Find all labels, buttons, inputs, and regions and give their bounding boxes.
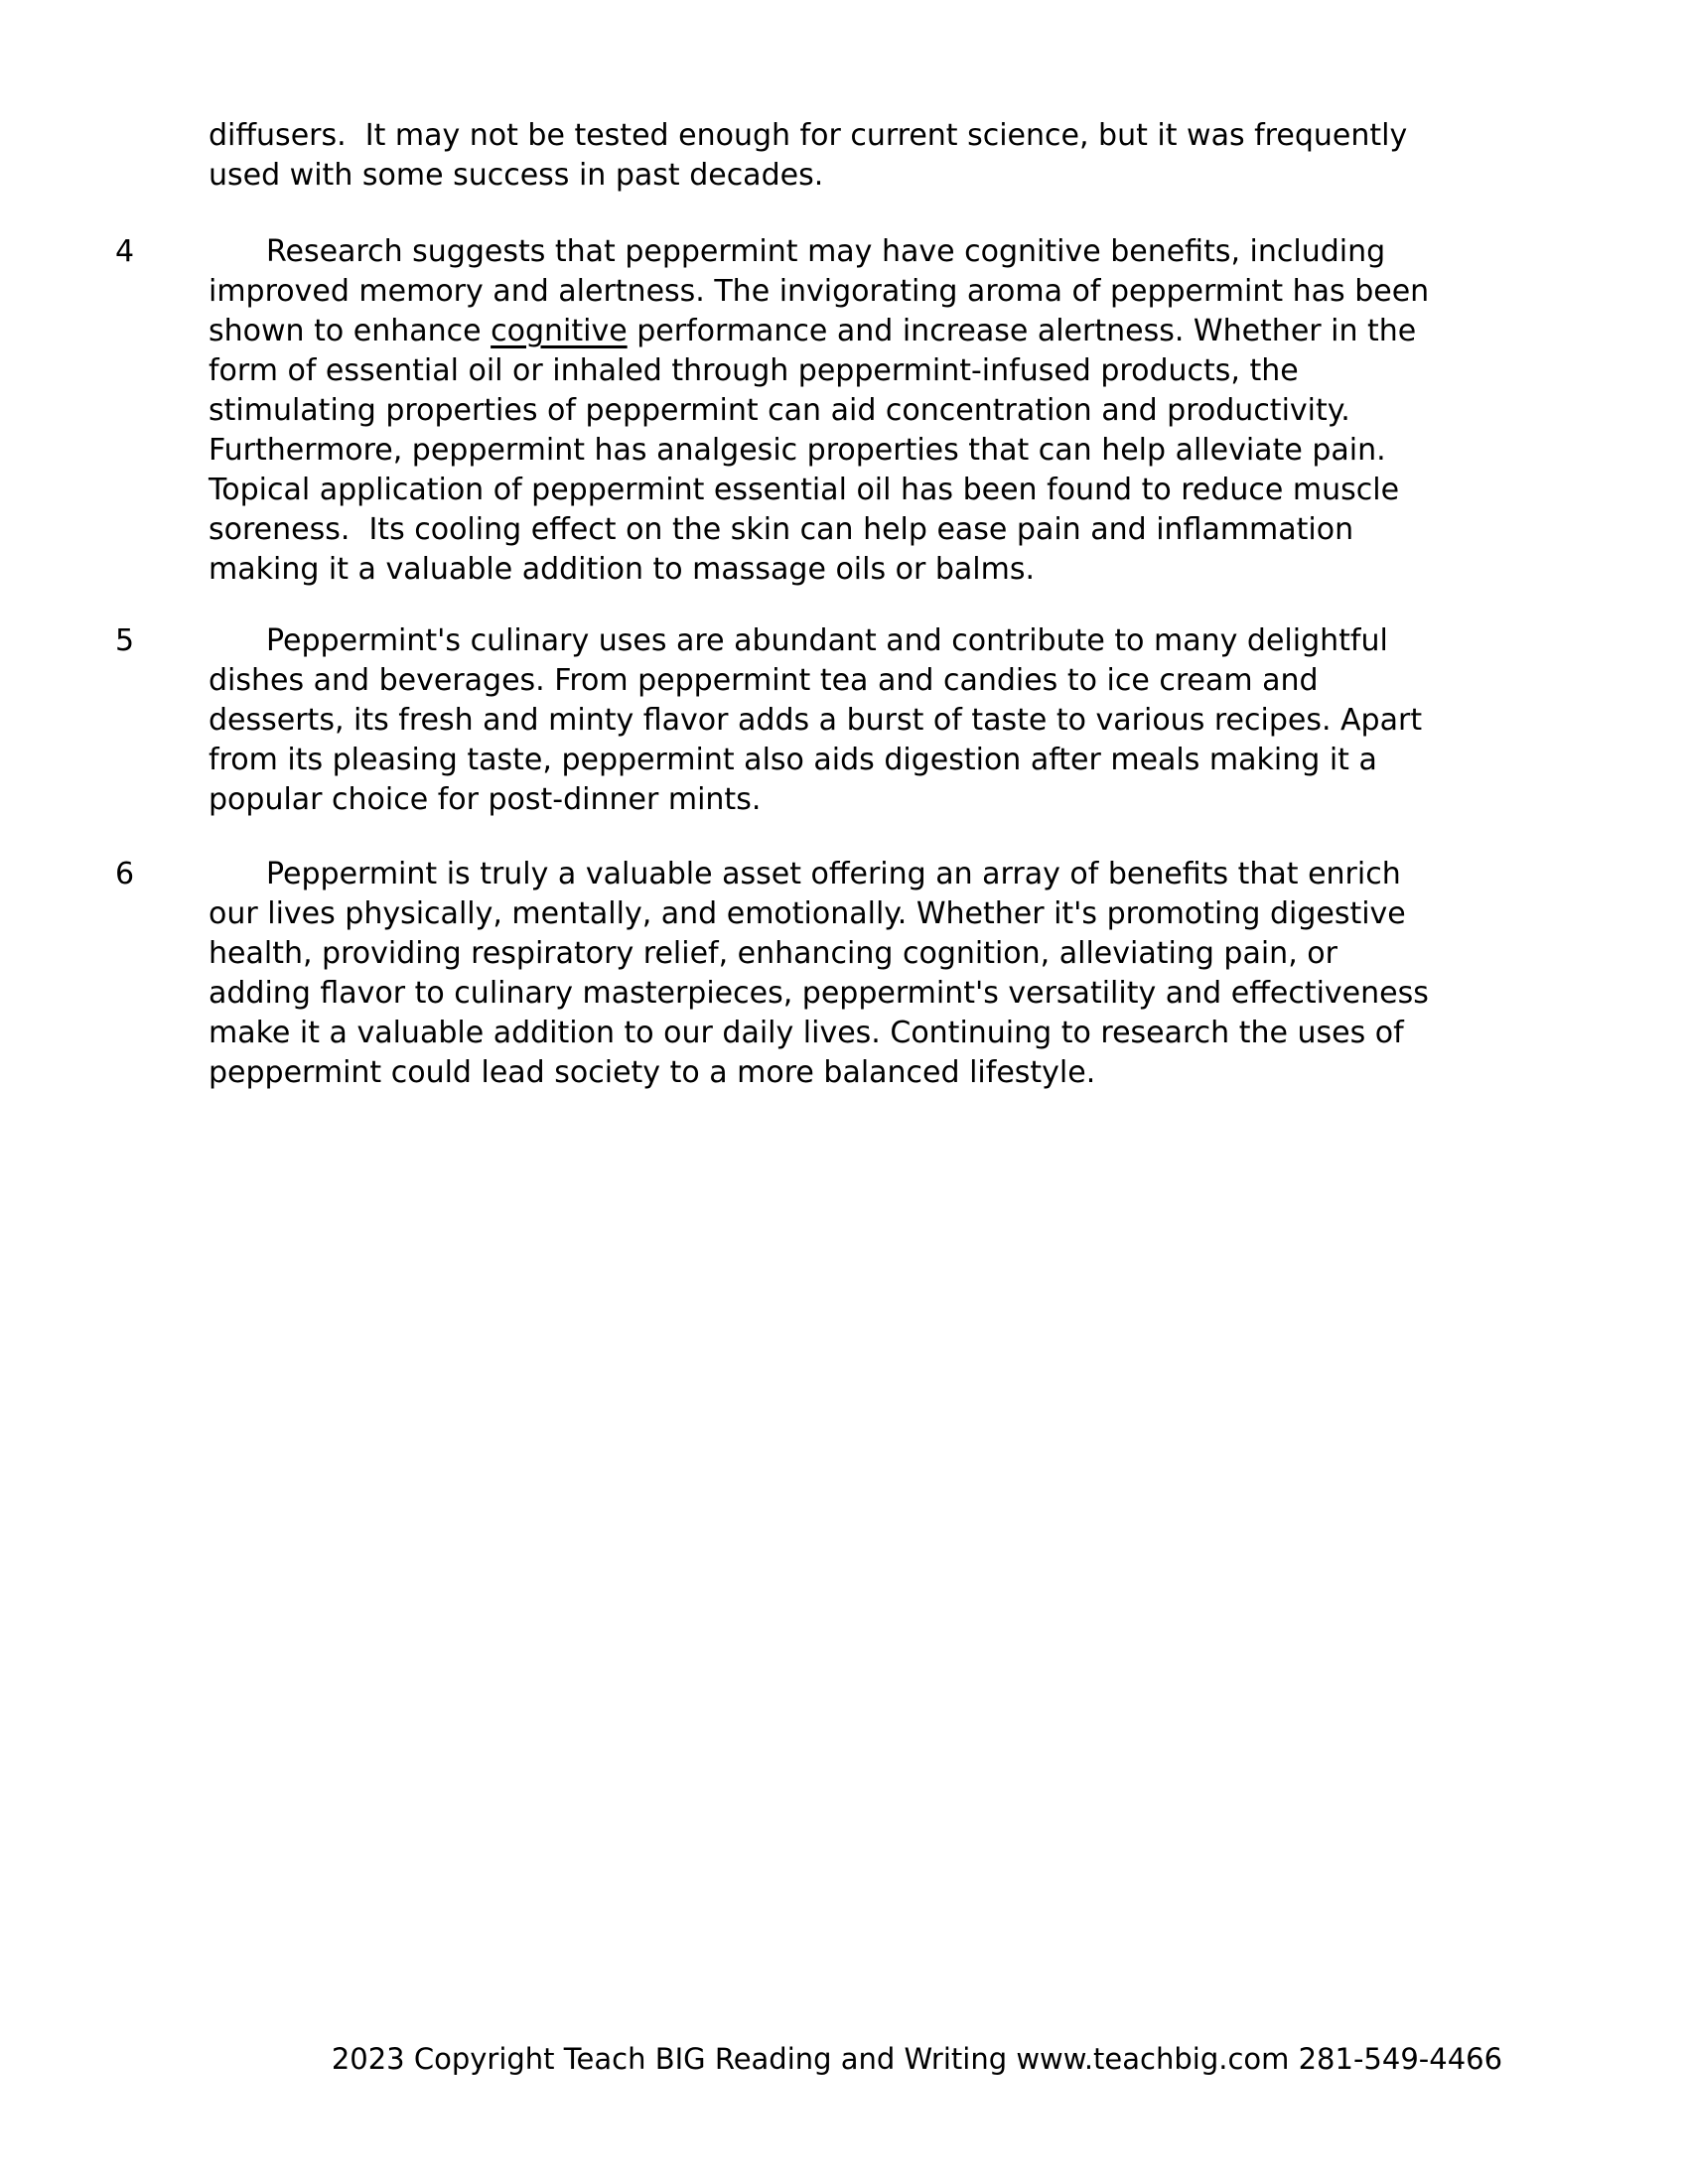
text-line: Peppermint is truly a valuable asset offering an array of benefits that enrich xyxy=(266,857,1401,891)
underlined-word-cognitive: cognitive xyxy=(491,314,628,348)
text-line: adding flavor to culinary masterpieces, peppermint's versatility and effectiveness xyxy=(209,976,1429,1011)
text-line: making it a valuable addition to massage oils or balms. xyxy=(209,552,1036,587)
text-line: our lives physically, mentally, and emotionally. Whether it's promoting digestive xyxy=(209,896,1406,931)
text-line: popular choice for post-dinner mints. xyxy=(209,782,762,817)
text-line: peppermint could lead society to a more balanced lifestyle. xyxy=(209,1055,1096,1090)
text-line: Peppermint's culinary uses are abundant and contribute to many delightful xyxy=(266,623,1388,658)
text-line: from its pleasing taste, peppermint also aids digestion after meals making it a xyxy=(209,743,1377,777)
text-line: Research suggests that peppermint may have cognitive benefits, including xyxy=(266,234,1386,269)
paragraph-3-continuation xyxy=(0,116,1688,196)
paragraph-5 xyxy=(0,621,1688,820)
paragraph-number-6: 6 xyxy=(115,857,135,891)
paragraph-body xyxy=(209,232,1599,590)
text-line: health, providing respiratory relief, enhancing cognition, alleviating pain, or xyxy=(209,936,1337,971)
text-line: Furthermore, peppermint has analgesic properties that can help alleviate pain. xyxy=(209,433,1386,468)
paragraph-6 xyxy=(0,855,1688,1093)
text-line: improved memory and alertness. The invigorating aroma of peppermint has been xyxy=(209,274,1430,309)
text-line: used with some success in past decades. xyxy=(209,158,824,193)
paragraph-4 xyxy=(0,232,1688,590)
text-line: stimulating properties of peppermint can aid concentration and productivity. xyxy=(209,393,1350,428)
paragraph-body xyxy=(209,621,1599,820)
text-line: Topical application of peppermint essential oil has been found to reduce muscle xyxy=(209,473,1400,507)
paragraph-body xyxy=(209,855,1599,1093)
text-line: diffusers. It may not be tested enough for current science, but it was frequently xyxy=(209,118,1408,153)
paragraph-number-5: 5 xyxy=(115,623,135,658)
text-line xyxy=(209,312,1599,351)
copyright-text: 2023 Copyright Teach BIG Reading and Writing www.teachbig.com 281-549-4466 xyxy=(331,2042,1503,2076)
paragraph-number-4: 4 xyxy=(115,234,135,269)
text-line: dishes and beverages. From peppermint tea and candies to ice cream and xyxy=(209,663,1319,698)
page-footer xyxy=(209,1999,1589,2118)
text-segment: performance and increase alertness. Whether in the xyxy=(627,314,1417,348)
text-segment: shown to enhance xyxy=(209,314,492,348)
text-line: desserts, its fresh and minty flavor adds a burst of taste to various recipes. Apart xyxy=(209,703,1423,738)
text-line: make it a valuable addition to our daily lives. Continuing to research the uses of xyxy=(209,1016,1404,1050)
text-line: form of essential oil or inhaled through peppermint-infused products, the xyxy=(209,353,1299,388)
paragraph-body xyxy=(209,116,1599,196)
text-line: soreness. Its cooling effect on the skin can help ease pain and inflammation xyxy=(209,512,1354,547)
